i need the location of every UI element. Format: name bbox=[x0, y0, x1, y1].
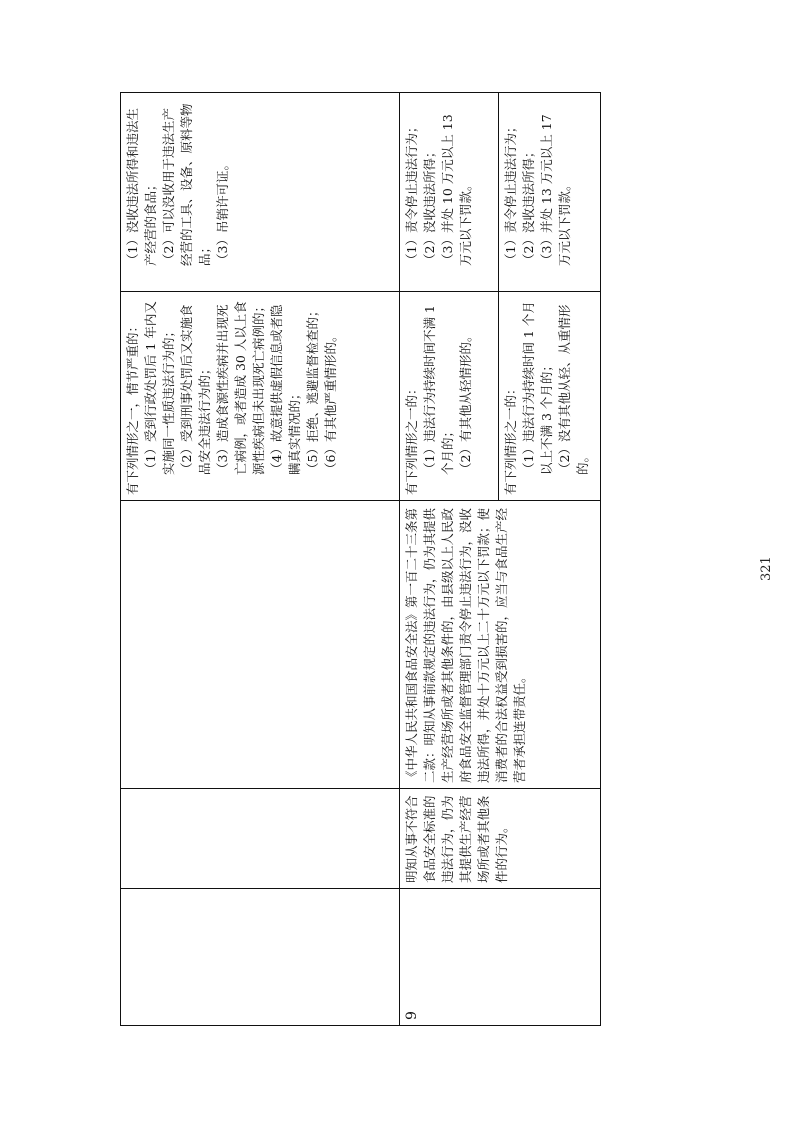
penalty-line: （1）责令停止违法行为； bbox=[404, 120, 419, 266]
penalty-standard-table bbox=[120, 92, 601, 1026]
penalty-cell bbox=[499, 93, 601, 292]
legal-basis-cell bbox=[121, 501, 400, 789]
circumstance-line: （2）有其他从轻情形的。 bbox=[458, 329, 473, 475]
circumstance-line: （6）有其他严重情形的。 bbox=[323, 329, 338, 475]
penalty-line: （1）责令停止违法行为； bbox=[503, 120, 518, 266]
violation-cell bbox=[121, 789, 400, 889]
item-number-cell bbox=[121, 889, 400, 1026]
penalty-line: （3）并处 13 万元以上 17 万元以下罚款。 bbox=[539, 114, 572, 266]
penalty-line: （3）吊销许可证。 bbox=[215, 158, 230, 266]
penalty-cell bbox=[400, 93, 499, 292]
circumstance-line: 有下列情形之一的： bbox=[503, 382, 518, 495]
circumstance-line: （3）造成食源性疾病并出现死亡病例，或者造成 30 人以上食源性疾病但未出现死亡病例的； bbox=[215, 299, 266, 475]
item-number-cell: 9 bbox=[400, 889, 601, 1026]
penalty-cell bbox=[121, 93, 400, 292]
circumstance-line: （1）受到行政处罚后 1 年内又实施同一性质违法行为的； bbox=[143, 301, 176, 475]
penalty-line: （3）并处 10 万元以上 13 万元以下罚款。 bbox=[440, 114, 473, 266]
legal-basis-cell: 《中华人民共和国食品安全法》第一百二十三条第二款：明知从事前款规定的违法行为，仍为其提供生产经营场所或者其他条件的，由县级以上人民政府食品安全监督管理部门责令停止违法行为，没收违法所得，并处十万元以上二十万元以下罚款；使消费者的合法权益受到损害的，应当与食品生产经营者承担连带责任。 bbox=[400, 501, 601, 789]
circumstance-line: （1）违法行为持续时间 1 个月以上不满 3 个月的； bbox=[521, 301, 554, 475]
penalty-line: （2）没收违法所得； bbox=[521, 145, 536, 266]
penalty-line: （2）没收违法所得； bbox=[422, 145, 437, 266]
rotated-table-area bbox=[120, 93, 600, 1026]
circumstance-line: 有下列情形之一，情节严重的： bbox=[125, 319, 140, 495]
violation-cell: 明知从事不符合食品安全标准的违法行为，仍为其提供生产经营场所或者其他条件的行为。 bbox=[400, 789, 601, 889]
circumstance-cell bbox=[400, 292, 499, 501]
circumstance-line: （4）故意提供虚假信息或者隐瞒真实情况的； bbox=[269, 304, 302, 475]
circumstance-line: （2）受到刑事处罚后又实施食品安全违法行为的； bbox=[179, 304, 212, 475]
table-row bbox=[121, 93, 400, 1026]
rotated-table-wrapper bbox=[120, 93, 600, 1026]
table-row bbox=[400, 93, 499, 1026]
penalty-line: （2）可以没收用于违法生产经营的工具、设备、原料等物品； bbox=[161, 103, 212, 266]
circumstance-line: 有下列情形之一的： bbox=[404, 382, 419, 495]
page-number: 321 bbox=[759, 556, 774, 581]
penalty-line: （1）没收违法所得和违法生产经营的食品； bbox=[125, 108, 158, 266]
circumstance-cell bbox=[499, 292, 601, 501]
circumstance-line: （2）没有其他从轻、从重情形的。 bbox=[557, 304, 590, 475]
circumstance-line: （5）拒绝、逃避监督检查的； bbox=[305, 304, 320, 475]
circumstance-line: （1）违法行为持续时间不满 1 个月的； bbox=[422, 305, 455, 475]
circumstance-cell bbox=[121, 292, 400, 501]
